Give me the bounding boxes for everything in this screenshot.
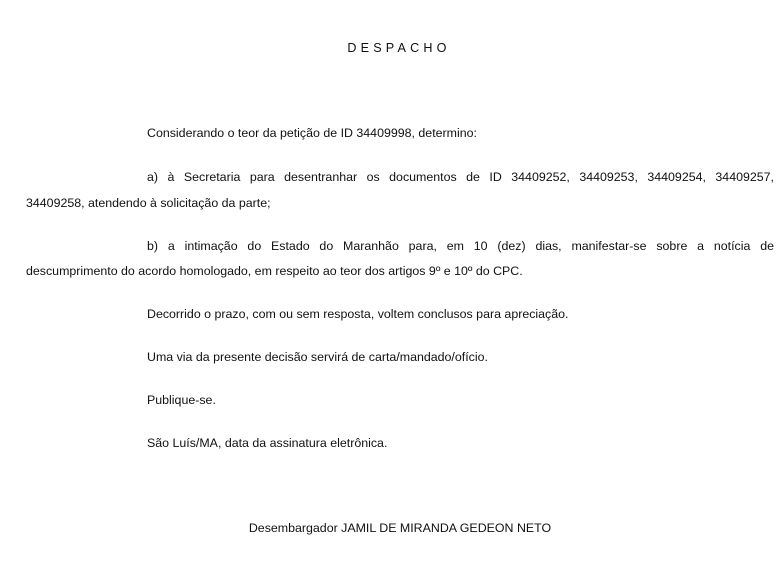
paragraph-intro: Considerando o teor da petição de ID 34409998, determino: <box>147 126 477 140</box>
paragraph-item-a-line2: 34409258, atendendo à solicitação da parte; <box>26 196 271 210</box>
signature: Desembargador JAMIL DE MIRANDA GEDEON NETO <box>248 521 552 535</box>
paragraph-publish: Publique-se. <box>147 393 216 407</box>
paragraph-item-a-line1: a) à Secretaria para desentranhar os documentos de ID 34409252, 34409253, 34409254, 34409257, <box>147 170 774 184</box>
paragraph-deadline: Decorrido o prazo, com ou sem resposta, voltem conclusos para apreciação. <box>147 307 569 321</box>
document-title: DESPACHO <box>347 41 451 55</box>
paragraph-item-b-line2: descumprimento do acordo homologado, em respeito ao teor dos artigos 9º e 10º do CPC. <box>26 264 523 278</box>
paragraph-item-b-line1: b) a intimação do Estado do Maranhão para, em 10 (dez) dias, manifestar-se sobre a notícia de <box>147 239 774 253</box>
paragraph-place-date: São Luís/MA, data da assinatura eletrônica. <box>147 436 388 450</box>
paragraph-via: Uma via da presente decisão servirá de carta/mandado/ofício. <box>147 350 488 364</box>
